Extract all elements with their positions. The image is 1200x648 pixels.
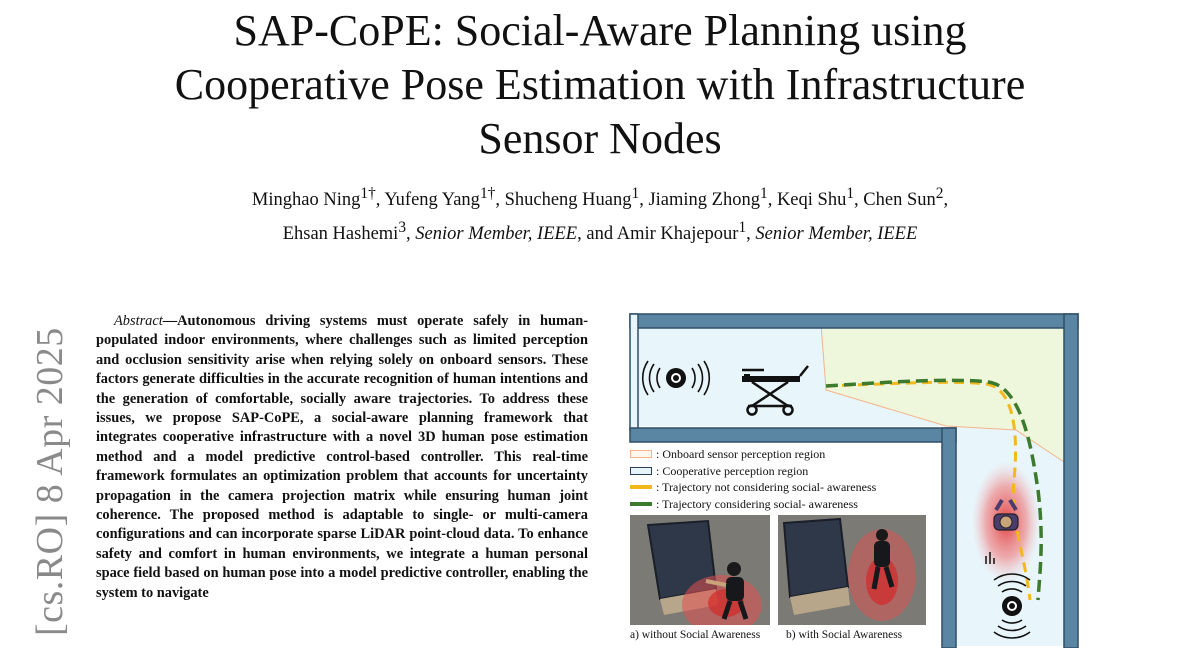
author-affil: 1† (360, 185, 376, 202)
author-affil: 1 (738, 219, 747, 237)
title-line-2: Cooperative Pose Estimation with Infrastructure (174, 60, 1026, 109)
author-affil: 3 (398, 219, 407, 237)
author-name: Yufeng Yang (384, 190, 480, 211)
legend-label: : Cooperative perception region (656, 463, 809, 478)
author-name: Ehsan Hashemi (282, 224, 399, 245)
legend-row (630, 446, 930, 463)
legend-row (630, 496, 930, 513)
caption-a: a) without Social Awareness (630, 629, 761, 641)
author-name: Minghao Ning (251, 190, 361, 211)
abstract-dash: — (162, 313, 178, 329)
author-name: Chen Sun (863, 190, 936, 211)
wall-left (630, 314, 638, 430)
photo-without-social-awareness (630, 515, 770, 625)
arxiv-stamp: [cs.RO] 8 Apr 2025 (29, 327, 71, 636)
caption-b: b) with Social Awareness (786, 629, 903, 641)
title-line-1: SAP-CoPE: Social-Aware Planning using (233, 6, 967, 55)
wall-right (1064, 314, 1078, 648)
legend-label: : Trajectory not considering social- awareness (656, 480, 877, 494)
abstract-lead: Abstract (114, 313, 163, 329)
legend-label: : Trajectory considering social- awareness (656, 496, 858, 511)
author-role: Senior Member, IEEE (755, 224, 918, 245)
title-line-3: Sensor Nodes (478, 114, 722, 163)
legend-row (630, 463, 930, 480)
photo-with-social-awareness (778, 515, 926, 625)
figure-legend (630, 446, 930, 512)
author-role: Senior Member, IEEE (415, 224, 578, 245)
trajectory-social-swatch-icon (630, 502, 652, 506)
trajectory-no-social-swatch-icon (630, 485, 652, 489)
author-name: Keqi Shu (776, 190, 847, 211)
author-affil: 1† (479, 185, 496, 202)
paper-title (100, 4, 1100, 166)
legend-label: : Onboard sensor perception region (656, 447, 826, 461)
author-list (120, 180, 1080, 248)
wall-inner-vertical (942, 428, 956, 648)
author-affil: 1 (631, 185, 640, 202)
wall-top (630, 314, 1078, 328)
author-affil: 2 (935, 185, 944, 202)
author-line-2: Ehsan Hashemi$^3$, Senior Member, IEEE, and Amir Khajepour$^1$, Senior Member, IEEE (282, 219, 918, 245)
onboard-swatch-icon (630, 450, 652, 458)
abstract-body: Autonomous driving systems must operate safely in human-populated indoor environments, where challenges such as limited perception and occlusion sensitivity arise when relying solely on onboard sensors. These factors generate difficulties in the accurate recognition of human intentions and the generation of comfortable, socially aware trajectories. To address these issues, we propose SAP-CoPE, a social-aware planning framework that integrates cooperative infrastructure with a novel 3D human pose estimation method and a model predictive control-based controller. This real-time framework formulates an optimization problem that accounts for uncertainty propagation in the camera projection matrix while ensuring human joint coherence. The proposed method is adaptable to single- or multi-camera configurations and can incorporate sparse LiDAR point-cloud data. To enhance safety and comfort in human environments, we integrate a human personal space field based on human pose into a model predictive controller, enabling the system to navigate (96, 313, 588, 601)
legend-row (630, 479, 930, 496)
author-affil: 1 (846, 185, 855, 202)
cooperative-swatch-icon (630, 467, 652, 475)
author-line-1: Minghao Ning$^{1\dagger}$, Yufeng Yang$^{1\dagger}$, Shucheng Huang$^1$, Jiaming Zhong$^1$, Keqi Shu$^1$, Chen Sun$^2$, (251, 185, 949, 211)
author-name: Shucheng Huang (504, 190, 632, 211)
author-name: Amir Khajepour (616, 224, 739, 245)
abstract (96, 312, 588, 603)
wall-inner-horizontal (630, 428, 956, 442)
author-affil: 1 (759, 185, 768, 202)
author-joiner: and (586, 224, 614, 245)
author-name: Jiaming Zhong (648, 190, 760, 211)
